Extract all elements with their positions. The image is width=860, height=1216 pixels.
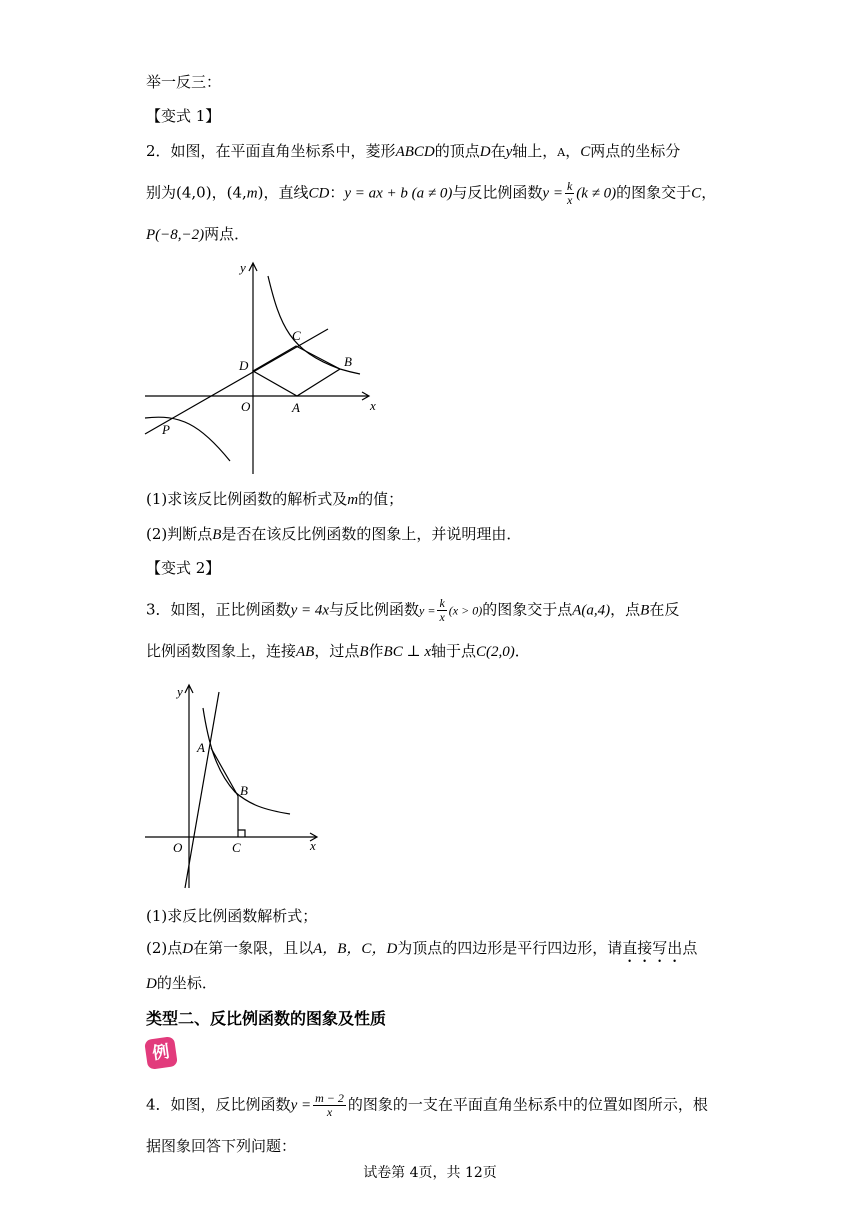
q2-line2: 别为(4,0)，(4,m)，直线CD：y = ax + b (a ≠ 0)与反比例函数y = $\frac{k}{x}$ (k ≠ 0)的图象交于C， <box>146 179 717 207</box>
figure-linear-inverse <box>140 680 330 892</box>
figure-rhombus-hyperbola <box>140 256 390 478</box>
right-angle-mark <box>238 830 245 837</box>
hyperbola-curve <box>203 708 290 814</box>
line-y-4x <box>185 692 219 888</box>
q4-line2: 据图象回答下列问题： <box>146 1137 297 1155</box>
label-c-2: C <box>232 840 241 855</box>
q2-line1: 2．如图，在平面直角坐标系中，菱形ABCD的顶点D在y轴上，A，C两点的坐标分 <box>146 142 681 160</box>
label-d: D <box>239 358 249 373</box>
fraction-k-over-x-2: $\frac{k}{x}$ <box>439 596 445 624</box>
q2-sub2: (2)判断点B是否在该反比例函数的图象上，并说明理由． <box>146 525 522 543</box>
q3-sub2: (2)点D在第一象限，且以A，B，C，D为顶点的四边形是平行四边形，请直接写出点 <box>146 939 698 957</box>
type2-heading: 类型二、反比例函数的图象及性质 <box>146 1009 387 1028</box>
q3-sub2-line2: D的坐标． <box>146 974 217 992</box>
q4-line1: 4．如图，反比例函数y = $\frac{m - 2}{x}$ 的图象的一支在平面直角坐标系中的位置如图所示，根 <box>146 1091 708 1119</box>
label-c: C <box>292 328 301 343</box>
label-a-2: A <box>197 740 205 755</box>
page-footer: 试卷第 4页，共 12页 <box>363 1165 497 1181</box>
line-cd <box>145 329 328 434</box>
label-o-2: O <box>173 840 183 855</box>
q3-line1: 3．如图，正比例函数y = 4x与反比例函数y = $\frac{k}{x}$ (x > 0)的图象交于点A(a,4)，点B在反 <box>146 596 680 624</box>
intro-text: 举一反三： <box>146 73 222 91</box>
variant2-tag: 【变式 2】 <box>146 559 221 577</box>
label-p: P <box>162 422 170 437</box>
q2-sub1: (1)求该反比例函数的解析式及m的值； <box>146 490 404 508</box>
label-b: B <box>344 354 352 369</box>
label-a: A <box>292 400 300 415</box>
rhombus-abcd <box>253 346 340 396</box>
label-x: x <box>370 398 376 413</box>
label-y: y <box>240 260 246 275</box>
label-o: O <box>241 399 251 414</box>
example-badge: 例 <box>144 1036 178 1070</box>
q2-line3: P(−8,−2)两点． <box>146 225 250 243</box>
q3-line2: 比例函数图象上，连接AB，过点B作BC ⊥ x轴于点C(2,0)． <box>146 642 530 660</box>
segment-ab <box>211 748 238 796</box>
label-x-2: x <box>310 838 316 853</box>
label-y-2: y <box>177 684 183 699</box>
hyperbola-branch-2 <box>145 417 230 461</box>
fraction-k-over-x: $\frac{k}{x}$ <box>566 179 573 207</box>
q3-sub1: (1)求反比例函数解析式； <box>146 907 318 925</box>
variant1-tag: 【变式 1】 <box>146 107 221 125</box>
label-b-2: B <box>240 783 248 798</box>
fraction-m-minus-2-over-x: $\frac{m - 2}{x}$ <box>315 1091 344 1119</box>
